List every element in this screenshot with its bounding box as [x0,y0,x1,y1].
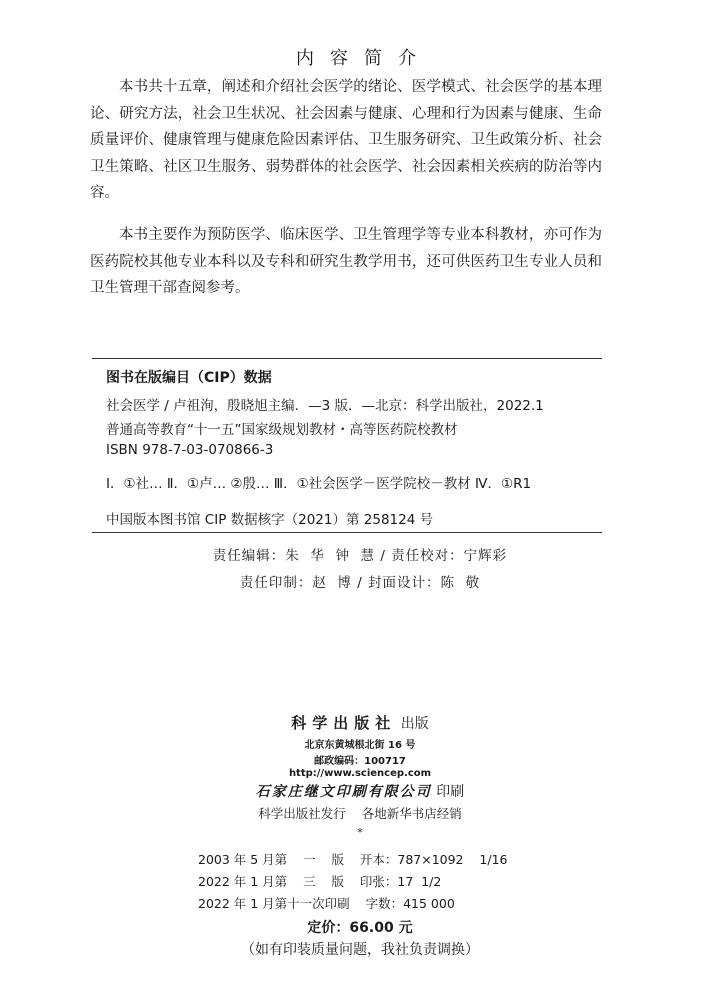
printer-name: 石家庄继文印刷有限公司 [255,784,432,800]
publisher-name: 科学出版社 [291,714,397,732]
edition-row-2: 2022 年 1 月第 三 版 印张：17 1/2 [198,874,442,889]
cip-line-1: 社会医学 / 卢祖洵，殷晓旭主编．—3 版．—北京：科学出版社，2022.1 [106,398,544,414]
distribution-line: 科学出版社发行 各地新华书店经销 [258,806,462,821]
publisher-postcode: 邮政编码：100717 [314,756,406,767]
cip-line-2: 普通高等教育“十一五”国家级规划教材・高等医药院校教材 [106,422,458,438]
quality-notice: （如有印装质量问题，我社负责调换） [241,942,479,958]
page-title: 内容简介 [296,48,432,69]
cip-record-number: 中国版本图书馆 CIP 数据核字（2021）第 258124 号 [106,512,434,528]
price: 定价：66.00 元 [307,920,413,936]
printer-suffix: 印刷 [436,784,465,800]
publisher-suffix: 出版 [400,716,429,732]
publisher-url: http://www.sciencep.com [288,768,432,779]
summary-paragraph-2: 本书主要作为预防医学、临床医学、卫生管理学等专业本科教材，亦可作为医药院校其他专业本科以及专科和研究生教学用书，还可供医药卫生专业人员和卫生管理干部查阅参考。 [90,227,602,296]
staff-line-2: 责任印制：赵 博 / 封面设计：陈 敬 [239,575,481,591]
edition-row-1: 2003 年 5 月第 一 版 开本：787×1092 1/16 [198,852,508,867]
summary-paragraph-1: 本书共十五章，阐述和介绍社会医学的绪论、医学模式、社会医学的基本理论、研究方法，社会卫生状况、社会因素与健康、心理和行为因素与健康、生命质量评价、健康管理与健康危险因素评估、卫生服务研究、卫生政策分析、社会卫生策略、社区卫生服务、弱势群体的社会医学、社会因素相关疾病的防治等内容。 [90,79,602,201]
publisher-address: 北京东黄城根北街 16 号 [304,740,416,751]
cip-top-divider [92,358,602,359]
cip-title: 图书在版编目（CIP）数据 [106,370,272,386]
staff-line-1: 责任编辑：朱 华 钟 慧 / 责任校对：宁辉彩 [212,548,508,564]
publisher-line [0,712,720,733]
cip-bottom-divider [92,532,602,533]
cip-classification: Ⅰ．①社… Ⅱ．①卢… ②殷… Ⅲ．①社会医学－医学院校－教材 Ⅳ．①R1 [106,476,532,492]
printer-line [0,781,720,801]
separator-star: * [357,826,363,839]
edition-row-3: 2022 年 1 月第十一次印刷 字数：415 000 [198,896,455,911]
cip-isbn: ISBN 978-7-03-070866-3 [106,442,274,458]
